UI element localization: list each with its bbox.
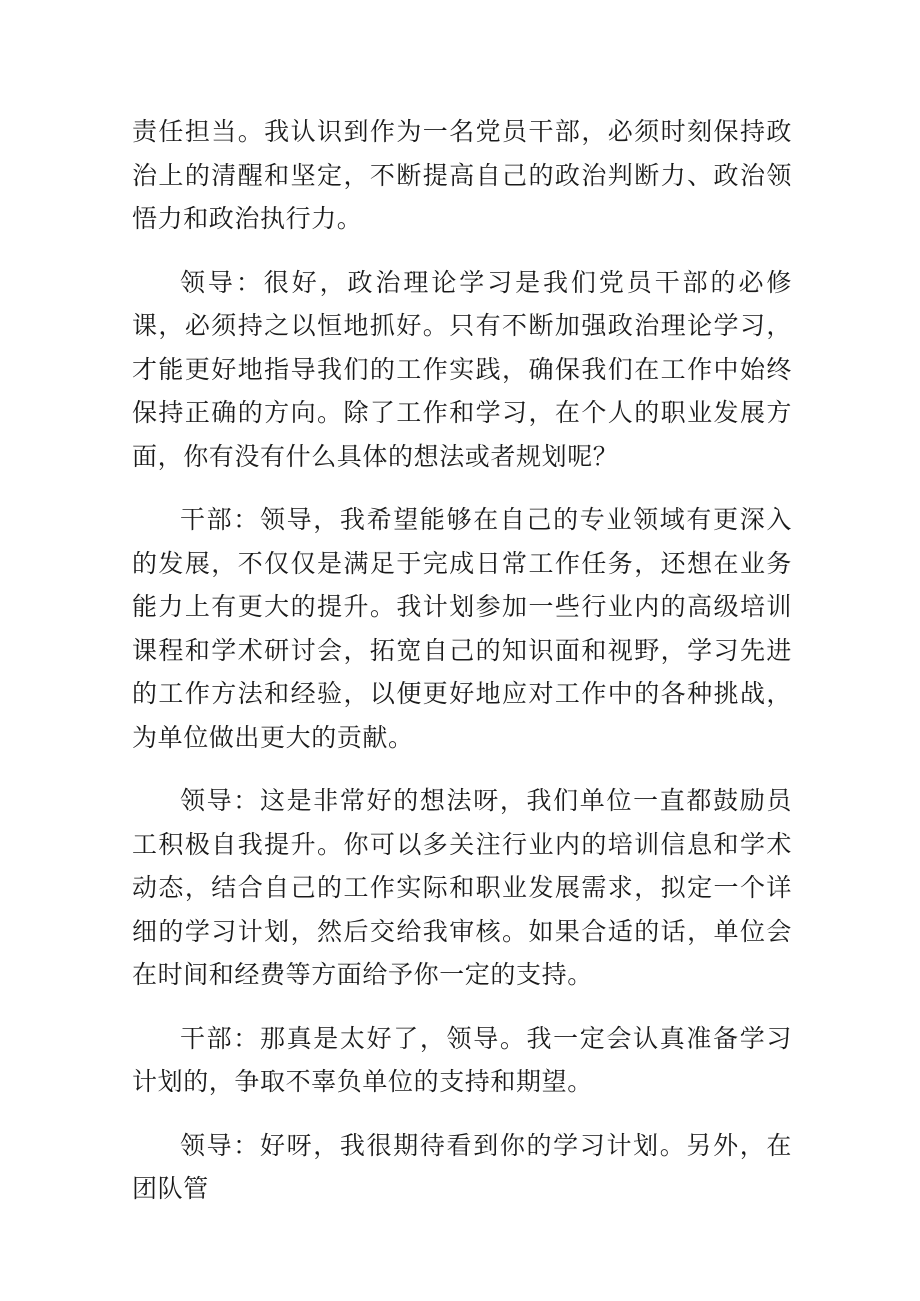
document-body <box>132 110 792 1231</box>
paragraph-leader-dialogue: 领导：这是非常好的想法呀，我们单位一直都鼓励员工积极自我提升。你可以多关注行业内的培训信息和学术动态，结合自己的工作实际和职业发展需求，拟定一个详细的学习计划，然后交给我审核。如果合适的话，单位会在时间和经费等方面给予你一定的支持。 <box>132 786 792 989</box>
paragraph-cadre-dialogue: 干部：那真是太好了，领导。我一定会认真准备学习计划的，争取不辜负单位的支持和期望。 <box>132 1023 792 1096</box>
paragraph-cadre-dialogue: 干部：领导，我希望能够在自己的专业领域有更深入的发展，不仅仅是满足于完成日常工作任务，还想在业务能力上有更大的提升。我计划参加一些行业内的高级培训课程和学术研讨会，拓宽自己的知识面和视野，学习先进的工作方法和经验，以便更好地应对工作中的各种挑战，为单位做出更大的贡献。 <box>132 505 792 752</box>
paragraph-leader-dialogue: 领导：很好，政治理论学习是我们党员干部的必修课，必须持之以恒地抓好。只有不断加强政治理论学习，才能更好地指导我们的工作实践，确保我们在工作中始终保持正确的方向。除了工作和学习，在个人的职业发展方面，你有没有什么具体的想法或者规划呢？ <box>132 267 792 471</box>
paragraph-continuation: 责任担当。我认识到作为一名党员干部，必须时刻保持政治上的清醒和坚定，不断提高自己的政治判断力、政治领悟力和政治执行力。 <box>132 117 792 233</box>
paragraph-leader-dialogue: 领导：好呀，我很期待看到你的学习计划。另外，在团队管 <box>132 1130 792 1203</box>
